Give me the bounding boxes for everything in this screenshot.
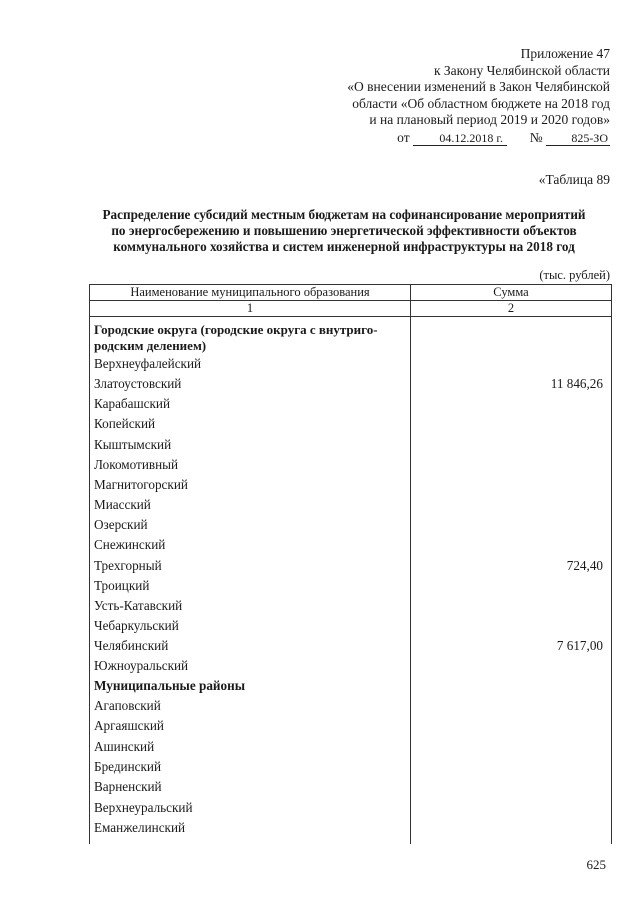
- law-date-number: [250, 130, 610, 147]
- table-row: [90, 556, 611, 576]
- group-heading-line: Городские округа (городские округа с внутриго-: [94, 322, 378, 337]
- table-row: [90, 737, 611, 757]
- table-column-numbers-row: [90, 300, 611, 317]
- municipality-name: Магнитогорский: [94, 476, 188, 492]
- page-number: 625: [586, 857, 606, 872]
- appendix-header: [250, 46, 610, 146]
- table-row: [90, 354, 611, 374]
- table-row: [90, 495, 611, 515]
- municipality-name: Ашинский: [94, 738, 155, 754]
- header-line: и на плановый период 2019 и 2020 годов»: [369, 112, 610, 127]
- table-row: [90, 757, 611, 777]
- municipality-name: Верхнеуральский: [94, 799, 193, 815]
- group-heading-line: родским делением): [94, 338, 207, 353]
- municipality-name: Карабашский: [94, 396, 171, 412]
- municipality-name: Трехгорный: [94, 557, 162, 573]
- table-row: [90, 435, 611, 455]
- table-row: [90, 716, 611, 736]
- municipality-name: Челябинский: [94, 638, 169, 654]
- table-row: [90, 535, 611, 555]
- header-line: к Закону Челябинской области: [433, 62, 610, 78]
- table-row: [90, 455, 611, 475]
- law-number: 825-ЗО: [546, 131, 610, 146]
- document-title: [64, 207, 624, 255]
- table-row: [90, 515, 611, 535]
- table-row: [90, 656, 611, 676]
- municipality-name: Локомотивный: [94, 456, 179, 472]
- date-prefix: от: [397, 129, 410, 145]
- municipality-name: Миасский: [94, 497, 151, 513]
- municipality-name: Чебаркульский: [94, 617, 179, 633]
- table-label: «Таблица 89: [538, 172, 610, 187]
- table-header-row: [90, 284, 611, 300]
- group-heading-urban-districts: [94, 322, 406, 354]
- subsidy-amount: 11 846,26: [550, 376, 603, 392]
- table-row: [90, 798, 611, 818]
- column-number-1: 1: [246, 301, 254, 315]
- table-row: [90, 818, 611, 838]
- municipality-name: Агаповский: [94, 698, 161, 713]
- municipality-name: Варненский: [94, 779, 162, 795]
- group-heading-label: Муниципальные районы: [94, 678, 245, 693]
- municipality-name: Копейский: [94, 416, 156, 432]
- header-line: области «Об областном бюджете на 2018 год: [352, 95, 610, 111]
- municipality-name: Усть-Катавский: [94, 597, 183, 613]
- title-line: по энергосбережению и повышению энергетической эффективности объектов: [111, 223, 577, 238]
- municipality-name: Златоустовский: [94, 376, 182, 392]
- municipality-name: Верхнеуфалейский: [94, 356, 202, 371]
- group-heading-municipal-districts: [90, 676, 611, 696]
- header-line: Приложение 47: [520, 46, 610, 61]
- municipality-name: Южноуральский: [94, 658, 189, 674]
- column-header-sum: Сумма: [493, 285, 529, 299]
- table-row: [90, 696, 611, 716]
- municipality-name: Озерский: [94, 517, 148, 533]
- units-label: (тыс. рублей): [539, 268, 610, 282]
- table-row: [90, 636, 611, 656]
- number-prefix: №: [529, 129, 543, 145]
- municipality-name: Еманжелинский: [94, 819, 186, 835]
- table-row: [90, 475, 611, 495]
- table-row: [90, 374, 611, 394]
- municipality-name: Аргаяшский: [94, 718, 164, 734]
- subsidy-amount: 7 617,00: [556, 638, 603, 654]
- column-header-name: Наименование муниципального образования: [130, 285, 370, 299]
- municipality-name: Брединский: [94, 758, 162, 774]
- table-row: [90, 596, 611, 616]
- table-row: [90, 576, 611, 596]
- municipality-name: Троицкий: [94, 577, 150, 593]
- table-row: [90, 394, 611, 414]
- table-row: [90, 777, 611, 797]
- table-row: [90, 616, 611, 636]
- municipality-name: Кыштымский: [94, 436, 172, 452]
- column-number-2: 2: [507, 301, 515, 315]
- header-line: «О внесении изменений в Закон Челябинской: [347, 79, 610, 94]
- table-row: [90, 414, 611, 434]
- subsidy-amount: 724,40: [566, 557, 603, 573]
- title-line: Распределение субсидий местным бюджетам на софинансирование мероприятий: [102, 207, 586, 222]
- title-line: коммунального хозяйства и систем инженерной инфраструктуры на 2018 год: [113, 239, 575, 254]
- subsidy-table: [89, 284, 612, 844]
- law-date: 04.12.2018 г.: [413, 131, 507, 146]
- municipality-name: Снежинский: [94, 537, 166, 553]
